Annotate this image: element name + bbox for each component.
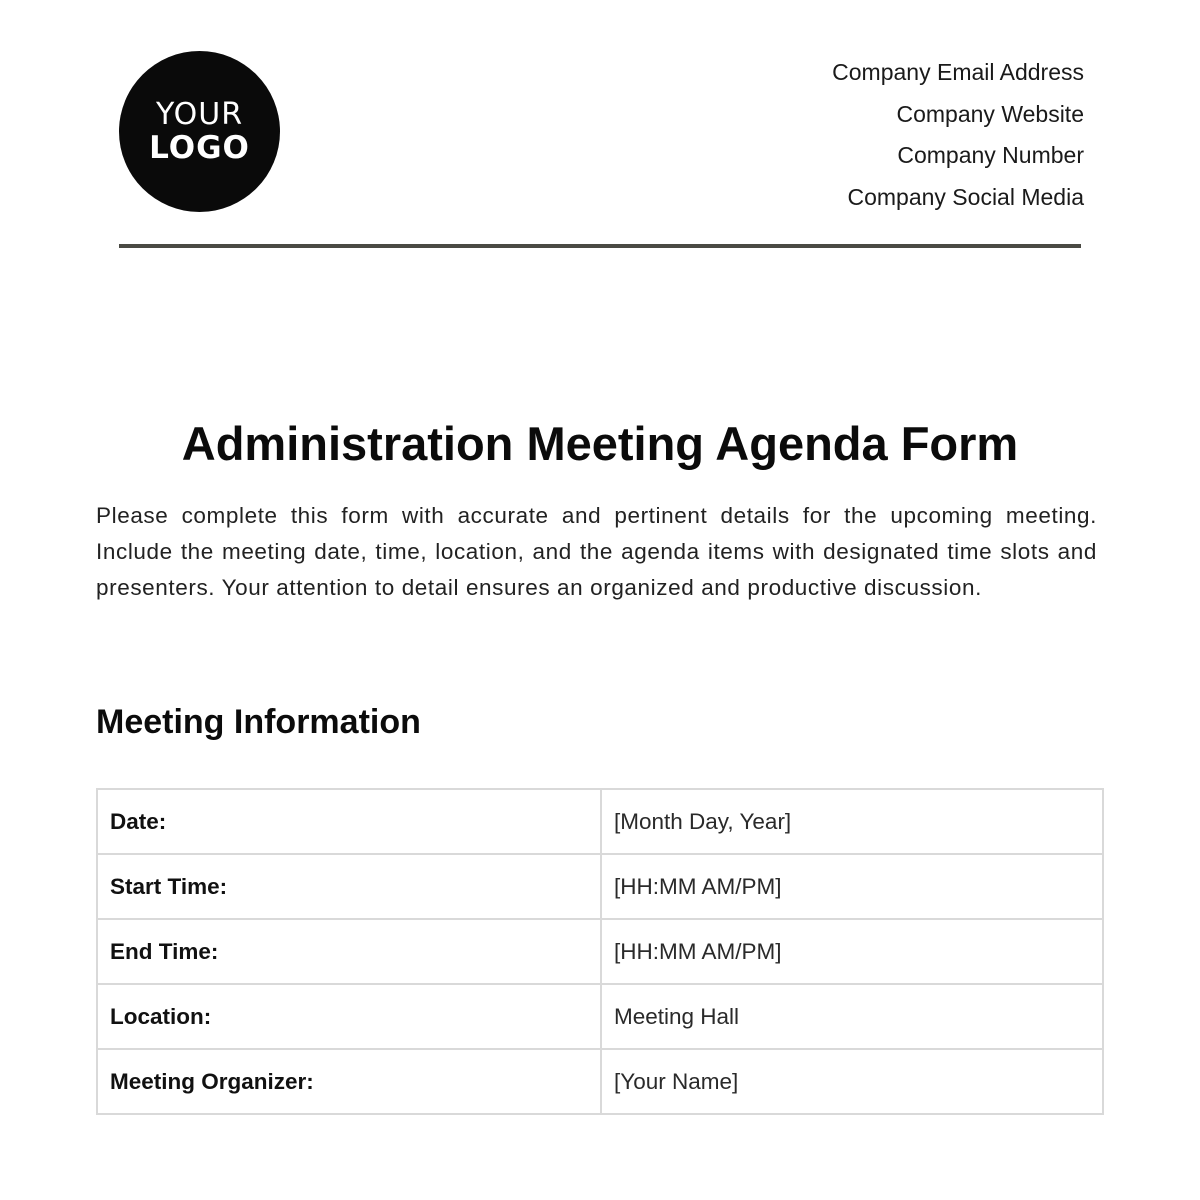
table-row: [97, 984, 1103, 1049]
table-row: [97, 1049, 1103, 1114]
location-label: Location:: [97, 984, 601, 1049]
header-divider: [119, 244, 1081, 248]
start-time-value[interactable]: [HH:MM AM/PM]: [601, 854, 1103, 919]
logo-text-logo: LOGO: [149, 129, 250, 166]
meeting-information-heading: Meeting Information: [96, 703, 421, 741]
document-title: Administration Meeting Agenda Form: [181, 417, 1019, 470]
date-label: Date:: [97, 789, 601, 854]
meeting-organizer-label: Meeting Organizer:: [97, 1049, 601, 1114]
date-value[interactable]: [Month Day, Year]: [601, 789, 1103, 854]
end-time-value[interactable]: [HH:MM AM/PM]: [601, 919, 1103, 984]
company-website: Company Website: [896, 100, 1084, 127]
start-time-label: Start Time:: [97, 854, 601, 919]
meeting-organizer-value[interactable]: [Your Name]: [601, 1049, 1103, 1114]
end-time-label: End Time:: [97, 919, 601, 984]
company-email: Company Email Address: [832, 59, 1084, 85]
logo-text-your: YOUR: [155, 96, 244, 132]
table-row: [97, 789, 1103, 854]
location-value[interactable]: Meeting Hall: [601, 984, 1103, 1049]
company-number: Company Number: [897, 142, 1084, 168]
table-row: [97, 854, 1103, 919]
table-row: [97, 919, 1103, 984]
meeting-information-table: [96, 788, 1104, 1115]
company-contact-block: [832, 52, 1084, 218]
company-logo: [119, 51, 280, 212]
intro-paragraph: Please complete this form with accurate and pertinent details for the upcoming meeting. Include the meeting date, time, location, and the agenda items with designated time slots and presenters. Your attention to detail ensures an organized and productive discussion.: [96, 503, 1097, 600]
company-social-media: Company Social Media: [847, 183, 1084, 210]
